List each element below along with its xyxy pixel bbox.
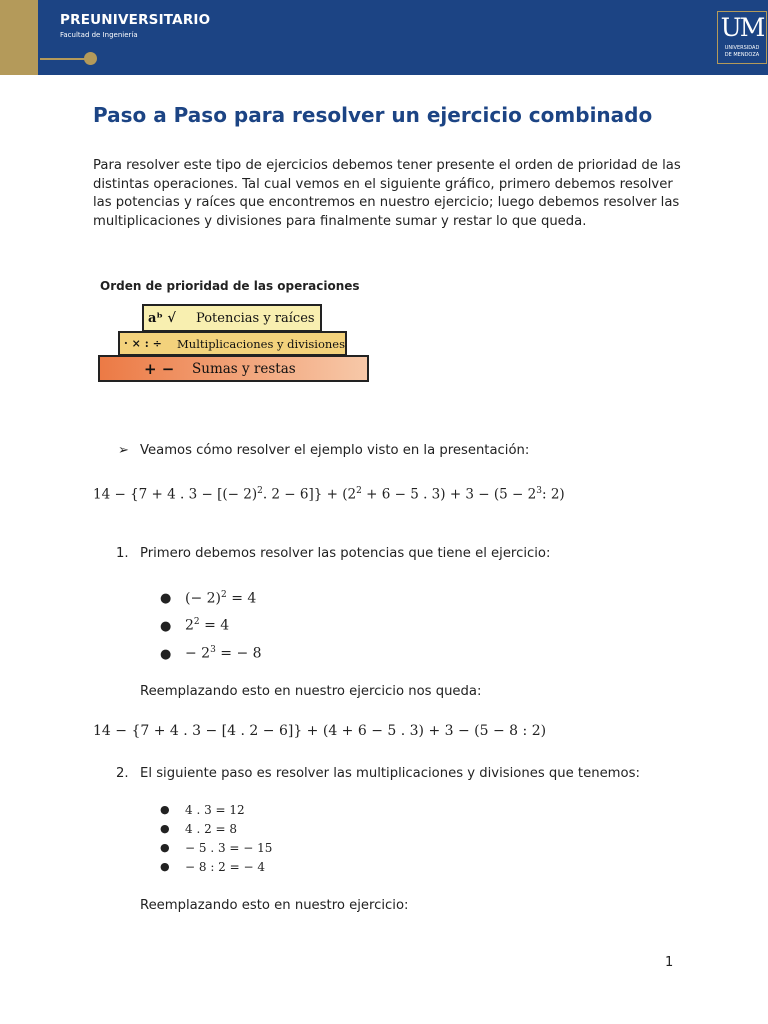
power-result: (− 2)$^2$ = 4	[185, 590, 257, 607]
bullet-dot: ●	[160, 803, 170, 816]
bullet-dot: ●	[160, 647, 172, 662]
program-title: PREUNIVERSITARIO	[60, 12, 211, 28]
step2-text: El siguiente paso es resolver las multiplicaciones y divisiones que tenemos:	[140, 766, 640, 781]
expression-after-powers: 14 − {7 + 4 . 3 − [4 . 2 − 6]} + (4 + 6 − 5 . 3) + 3 − (5 − 8 : 2)	[93, 723, 547, 739]
arrow-marker: ➢	[118, 443, 129, 458]
step1-replace-text: Reemplazando esto en nuestro ejercicio nos queda:	[140, 684, 482, 699]
header-decor-dot	[84, 52, 97, 65]
bullet-dot: ●	[160, 822, 170, 835]
step1-number: 1.	[116, 546, 129, 561]
power-result: $2^2 = 4$	[185, 617, 230, 634]
page-number: 1	[665, 955, 674, 970]
expression-original: 14 − {7 + 4 . 3 − [(− 2)$^2$. $2 - 6]\} + (2^2 + 6 - 5$ . $3) + 3 - (5 - 2^3$: 2)	[93, 486, 565, 503]
header-decor-line	[40, 58, 90, 60]
division-result: − 8 : 2 = − 4	[185, 860, 265, 874]
multiplication-result: 4 . 2 = 8	[185, 822, 238, 836]
faculty-subtitle: Facultad de Ingeniería	[60, 31, 138, 39]
university-logo: UM UNIVERSIDAD DE MENDOZA	[717, 11, 767, 64]
step2-replace-text: Reemplazando esto en nuestro ejercicio:	[140, 898, 409, 913]
page-title: Paso a Paso para resolver un ejercicio combinado	[93, 103, 653, 127]
multiplication-result: − 5 . 3 = − 15	[185, 841, 273, 855]
intro-paragraph: Para resolver este tipo de ejercicios debemos tener presente el orden de prioridad de las distintas operaciones. Tal cual vemos en el siguiente gráfico, primero debemos resolver las potencias y raíces que encontremos en nuestro ejercicio; luego debemos resolver las multiplicaciones y divisiones para finalmente sumar y restar lo que queda.	[93, 158, 681, 229]
power-result: − $2^3$ = − 8	[185, 645, 262, 662]
bullet-dot: ●	[160, 860, 170, 873]
bullet-dot: ●	[160, 619, 172, 634]
step1-text: Primero debemos resolver las potencias que tiene el ejercicio:	[140, 546, 551, 561]
example-intro-text: Veamos cómo resolver el ejemplo visto en la presentación:	[140, 443, 530, 458]
bullet-dot: ●	[160, 591, 172, 606]
pyramid-level-powers: aᵇ √ Potencias y raíces	[142, 304, 322, 332]
header-accent-bar	[0, 0, 38, 75]
step2-number: 2.	[116, 766, 129, 781]
multiplication-result: 4 . 3 = 12	[185, 803, 245, 817]
header-banner	[0, 0, 768, 75]
bullet-dot: ●	[160, 841, 170, 854]
pyramid-level-addition: + − Sumas y restas	[98, 355, 369, 382]
pyramid-level-multiplication: · × : ÷ Multiplicaciones y divisiones	[118, 331, 347, 356]
figure-title: Orden de prioridad de las operaciones	[100, 279, 360, 293]
